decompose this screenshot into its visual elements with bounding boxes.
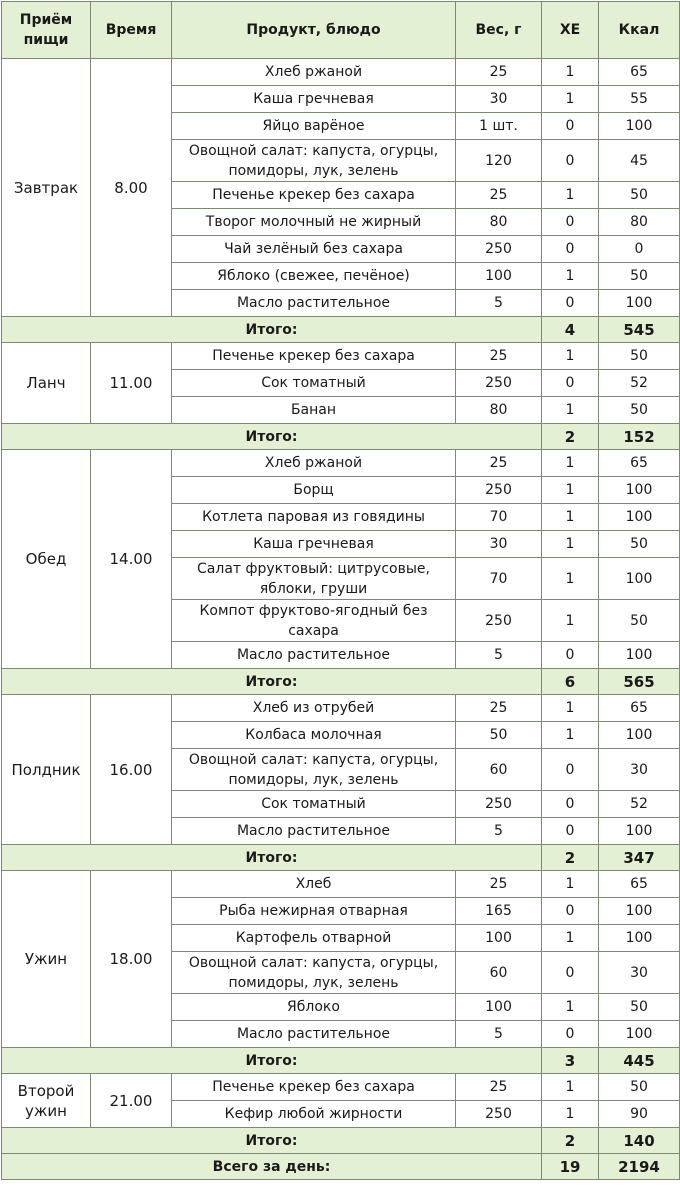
weight-cell: 30 (456, 86, 542, 113)
product-cell: Яблоко (172, 994, 456, 1021)
subtotal-label: Итого: (2, 669, 542, 695)
xe-cell: 0 (542, 140, 599, 182)
meal-name: Ланч (2, 343, 91, 424)
header-time: Время (91, 2, 172, 59)
xe-cell: 0 (542, 818, 599, 845)
subtotal-xe: 3 (542, 1048, 599, 1074)
xe-cell: 1 (542, 397, 599, 424)
kcal-cell: 50 (599, 600, 680, 642)
subtotal-label: Итого: (2, 845, 542, 871)
subtotal-row (2, 317, 680, 343)
meal-name: Ужин (2, 871, 91, 1048)
product-cell: Масло растительное (172, 1021, 456, 1048)
product-cell: Масло растительное (172, 818, 456, 845)
subtotal-kcal: 445 (599, 1048, 680, 1074)
weight-cell: 250 (456, 1101, 542, 1128)
subtotal-xe: 2 (542, 424, 599, 450)
header-weight: Вес, г (456, 2, 542, 59)
meal-name: Полдник (2, 695, 91, 845)
kcal-cell: 100 (599, 818, 680, 845)
weight-cell: 25 (456, 59, 542, 86)
product-cell: Масло растительное (172, 642, 456, 669)
header-kcal: Ккал (599, 2, 680, 59)
meal-time: 18.00 (91, 871, 172, 1048)
weight-cell: 60 (456, 749, 542, 791)
xe-cell: 0 (542, 952, 599, 994)
product-cell: Рыба нежирная отварная (172, 898, 456, 925)
xe-cell: 0 (542, 113, 599, 140)
weight-cell: 100 (456, 925, 542, 952)
xe-cell: 1 (542, 1101, 599, 1128)
xe-cell: 1 (542, 86, 599, 113)
meal-time: 16.00 (91, 695, 172, 845)
weight-cell: 250 (456, 600, 542, 642)
subtotal-kcal: 140 (599, 1128, 680, 1154)
weight-cell: 25 (456, 695, 542, 722)
kcal-cell: 100 (599, 898, 680, 925)
subtotal-row (2, 424, 680, 450)
product-cell: Яйцо варёное (172, 113, 456, 140)
xe-cell: 1 (542, 600, 599, 642)
product-cell: Масло растительное (172, 290, 456, 317)
xe-cell: 0 (542, 642, 599, 669)
xe-cell: 0 (542, 898, 599, 925)
subtotal-row (2, 1048, 680, 1074)
product-cell: Яблоко (свежее, печёное) (172, 263, 456, 290)
product-cell: Кефир любой жирности (172, 1101, 456, 1128)
meal-name: Обед (2, 450, 91, 669)
product-cell: Сок томатный (172, 370, 456, 397)
weight-cell: 100 (456, 263, 542, 290)
kcal-cell: 30 (599, 749, 680, 791)
kcal-cell: 100 (599, 722, 680, 749)
weight-cell: 5 (456, 642, 542, 669)
weight-cell: 70 (456, 558, 542, 600)
kcal-cell: 100 (599, 290, 680, 317)
kcal-cell: 100 (599, 1021, 680, 1048)
subtotal-kcal: 152 (599, 424, 680, 450)
xe-cell: 1 (542, 263, 599, 290)
header-meal: Приём пищи (2, 2, 91, 59)
grand-total-label: Всего за день: (2, 1154, 542, 1180)
subtotal-row (2, 845, 680, 871)
weight-cell: 165 (456, 898, 542, 925)
product-cell: Печенье крекер без сахара (172, 1074, 456, 1101)
weight-cell: 250 (456, 236, 542, 263)
product-cell: Хлеб из отрубей (172, 695, 456, 722)
weight-cell: 80 (456, 209, 542, 236)
grand-total-kcal: 2194 (599, 1154, 680, 1180)
kcal-cell: 100 (599, 504, 680, 531)
subtotal-row (2, 1128, 680, 1154)
xe-cell: 1 (542, 871, 599, 898)
kcal-cell: 45 (599, 140, 680, 182)
kcal-cell: 65 (599, 871, 680, 898)
weight-cell: 30 (456, 531, 542, 558)
subtotal-label: Итого: (2, 317, 542, 343)
subtotal-label: Итого: (2, 1128, 542, 1154)
header-row (2, 2, 680, 59)
subtotal-row (2, 669, 680, 695)
xe-cell: 0 (542, 236, 599, 263)
header-xe: ХЕ (542, 2, 599, 59)
xe-cell: 1 (542, 994, 599, 1021)
subtotal-label: Итого: (2, 424, 542, 450)
weight-cell: 250 (456, 791, 542, 818)
kcal-cell: 50 (599, 343, 680, 370)
product-cell: Каша гречневая (172, 531, 456, 558)
diet-menu-table (1, 1, 680, 1180)
subtotal-label: Итого: (2, 1048, 542, 1074)
xe-cell: 1 (542, 695, 599, 722)
table-row (2, 450, 680, 477)
xe-cell: 1 (542, 1074, 599, 1101)
table-row (2, 1074, 680, 1101)
kcal-cell: 0 (599, 236, 680, 263)
kcal-cell: 52 (599, 791, 680, 818)
meal-time: 21.00 (91, 1074, 172, 1128)
subtotal-kcal: 545 (599, 317, 680, 343)
weight-cell: 25 (456, 871, 542, 898)
xe-cell: 0 (542, 370, 599, 397)
xe-cell: 1 (542, 343, 599, 370)
meal-time: 8.00 (91, 59, 172, 317)
subtotal-kcal: 347 (599, 845, 680, 871)
kcal-cell: 80 (599, 209, 680, 236)
product-cell: Картофель отварной (172, 925, 456, 952)
product-cell: Овощной салат: капуста, огурцы, помидоры, лук, зелень (172, 749, 456, 791)
xe-cell: 1 (542, 722, 599, 749)
xe-cell: 0 (542, 791, 599, 818)
table-row (2, 343, 680, 370)
weight-cell: 80 (456, 397, 542, 424)
kcal-cell: 50 (599, 994, 680, 1021)
subtotal-xe: 2 (542, 845, 599, 871)
product-cell: Печенье крекер без сахара (172, 182, 456, 209)
product-cell: Банан (172, 397, 456, 424)
product-cell: Печенье крекер без сахара (172, 343, 456, 370)
kcal-cell: 65 (599, 59, 680, 86)
product-cell: Каша гречневая (172, 86, 456, 113)
weight-cell: 5 (456, 290, 542, 317)
kcal-cell: 90 (599, 1101, 680, 1128)
xe-cell: 1 (542, 59, 599, 86)
xe-cell: 1 (542, 477, 599, 504)
product-cell: Хлеб (172, 871, 456, 898)
product-cell: Овощной салат: капуста, огурцы, помидоры, лук, зелень (172, 140, 456, 182)
weight-cell: 25 (456, 450, 542, 477)
product-cell: Творог молочный не жирный (172, 209, 456, 236)
weight-cell: 250 (456, 370, 542, 397)
kcal-cell: 50 (599, 263, 680, 290)
grand-total-row (2, 1154, 680, 1180)
xe-cell: 1 (542, 182, 599, 209)
product-cell: Хлеб ржаной (172, 59, 456, 86)
xe-cell: 1 (542, 450, 599, 477)
subtotal-kcal: 565 (599, 669, 680, 695)
weight-cell: 120 (456, 140, 542, 182)
weight-cell: 250 (456, 477, 542, 504)
kcal-cell: 30 (599, 952, 680, 994)
table-row (2, 871, 680, 898)
weight-cell: 1 шт. (456, 113, 542, 140)
kcal-cell: 100 (599, 642, 680, 669)
xe-cell: 1 (542, 531, 599, 558)
weight-cell: 60 (456, 952, 542, 994)
product-cell: Борщ (172, 477, 456, 504)
subtotal-xe: 6 (542, 669, 599, 695)
kcal-cell: 100 (599, 113, 680, 140)
xe-cell: 1 (542, 504, 599, 531)
product-cell: Компот фруктово-ягодный без сахара (172, 600, 456, 642)
kcal-cell: 50 (599, 1074, 680, 1101)
kcal-cell: 65 (599, 450, 680, 477)
grand-total-xe: 19 (542, 1154, 599, 1180)
product-cell: Чай зелёный без сахара (172, 236, 456, 263)
weight-cell: 5 (456, 1021, 542, 1048)
product-cell: Колбаса молочная (172, 722, 456, 749)
xe-cell: 0 (542, 749, 599, 791)
weight-cell: 50 (456, 722, 542, 749)
kcal-cell: 52 (599, 370, 680, 397)
product-cell: Салат фруктовый: цитрусовые, яблоки, груши (172, 558, 456, 600)
weight-cell: 25 (456, 1074, 542, 1101)
kcal-cell: 100 (599, 925, 680, 952)
weight-cell: 100 (456, 994, 542, 1021)
table-row (2, 695, 680, 722)
meal-name: Второй ужин (2, 1074, 91, 1128)
kcal-cell: 50 (599, 182, 680, 209)
kcal-cell: 100 (599, 477, 680, 504)
meal-time: 11.00 (91, 343, 172, 424)
subtotal-xe: 4 (542, 317, 599, 343)
kcal-cell: 50 (599, 397, 680, 424)
meal-name: Завтрак (2, 59, 91, 317)
header-product: Продукт, блюдо (172, 2, 456, 59)
xe-cell: 1 (542, 925, 599, 952)
xe-cell: 0 (542, 1021, 599, 1048)
kcal-cell: 100 (599, 558, 680, 600)
product-cell: Котлета паровая из говядины (172, 504, 456, 531)
product-cell: Овощной салат: капуста, огурцы, помидоры, лук, зелень (172, 952, 456, 994)
kcal-cell: 50 (599, 531, 680, 558)
product-cell: Сок томатный (172, 791, 456, 818)
xe-cell: 1 (542, 558, 599, 600)
kcal-cell: 65 (599, 695, 680, 722)
kcal-cell: 55 (599, 86, 680, 113)
xe-cell: 0 (542, 209, 599, 236)
weight-cell: 25 (456, 182, 542, 209)
weight-cell: 70 (456, 504, 542, 531)
product-cell: Хлеб ржаной (172, 450, 456, 477)
table-row (2, 59, 680, 86)
weight-cell: 25 (456, 343, 542, 370)
xe-cell: 0 (542, 290, 599, 317)
subtotal-xe: 2 (542, 1128, 599, 1154)
meal-time: 14.00 (91, 450, 172, 669)
weight-cell: 5 (456, 818, 542, 845)
